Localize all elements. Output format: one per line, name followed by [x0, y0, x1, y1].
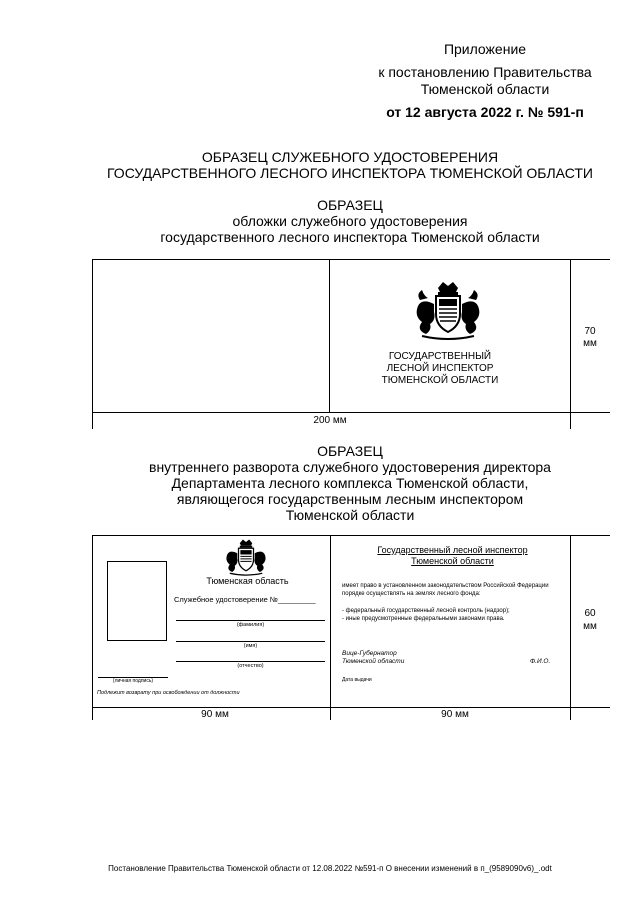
signer-title-2: Тюменской области — [342, 658, 405, 665]
page-title-line1: ОБРАЗЕЦ СЛУЖЕБНОГО УДОСТОВЕРЕНИЯ — [201, 149, 499, 165]
cover-text-2: ЛЕСНОЙ ИНСПЕКТОР — [386, 363, 494, 374]
inner-heading-2: внутреннего разворота служебного удостоверения директора — [149, 459, 551, 475]
inner-right-heading-1: Государственный лесной инспектор — [377, 545, 528, 555]
inner-heading-3: Департамента лесного комплекса Тюменской области, — [171, 475, 529, 491]
signer-title-1: Вице-Губернатор — [342, 650, 397, 657]
rights-item-1: - федеральный государственный лесной контроль (надзор); — [342, 608, 510, 614]
cover-height-value: 70 — [584, 326, 596, 337]
inner-region: Тюменская область — [206, 576, 289, 586]
cover-heading-1: ОБРАЗЕЦ — [317, 197, 383, 213]
name-label: (имя) — [243, 643, 258, 649]
inner-heading-4: являющегося государственным лесным инспектором — [176, 491, 524, 507]
signer-fio: Ф.И.О. — [530, 658, 551, 665]
inner-height-unit: мм — [583, 621, 597, 632]
footer-text: Постановление Правительства Тюменской области от 12.08.2022 №591-п О внесении изменений в п_(9589090v6)_.odt — [108, 864, 552, 873]
appendix-label: Приложение — [443, 41, 527, 57]
rights-paragraph: имеет право в установленном законодательством Российской Федерации порядке осуществлять на землях лесного фонда: — [342, 583, 549, 597]
coat-of-arms-small-icon — [221, 538, 271, 576]
region-label: Тюменской области — [420, 81, 550, 97]
resolution-label: к постановлению Правительства — [378, 64, 592, 80]
rights-item-2: - иные предусмотренные федеральными законами права. — [342, 616, 505, 622]
inner-right-heading-2: Тюменской области — [411, 556, 494, 566]
validity-note: Подлежит возврату при освобождении от должности — [97, 690, 240, 696]
cover-heading-3: государственного лесного инспектора Тюменской области — [160, 229, 540, 245]
patronymic-label: (отчество) — [237, 663, 264, 669]
inner-width-left: 90 мм — [201, 709, 229, 720]
cover-heading-2: обложки служебного удостоверения — [232, 213, 468, 229]
date-number: от 12 августа 2022 г. № 591-п — [386, 104, 584, 120]
inner-heading-5: Тюменской области — [285, 507, 415, 523]
cover-text-1: ГОСУДАРСТВЕННЫЙ — [388, 351, 492, 362]
surname-label: (фамилия) — [236, 622, 265, 628]
photo-placeholder — [107, 561, 167, 641]
cover-text-3: ТЮМЕНСКОЙ ОБЛАСТИ — [381, 375, 499, 386]
inner-height-value: 60 — [584, 608, 596, 619]
cert-number: Служебное удостоверение №_________ — [174, 595, 316, 604]
signature-label: (личная подпись) — [112, 678, 154, 684]
issue-date-label: Дата выдачи — [342, 677, 372, 683]
inner-heading-1: ОБРАЗЕЦ — [317, 443, 383, 459]
inner-width-right: 90 мм — [441, 709, 469, 720]
page-title-line2: ГОСУДАРСТВЕННОГО ЛЕСНОГО ИНСПЕКТОРА ТЮМЕНСКОЙ ОБЛАСТИ — [107, 165, 593, 181]
coat-of-arms-icon — [408, 280, 488, 340]
cover-width: 200 мм — [313, 415, 347, 426]
cover-height-unit: мм — [583, 338, 597, 349]
